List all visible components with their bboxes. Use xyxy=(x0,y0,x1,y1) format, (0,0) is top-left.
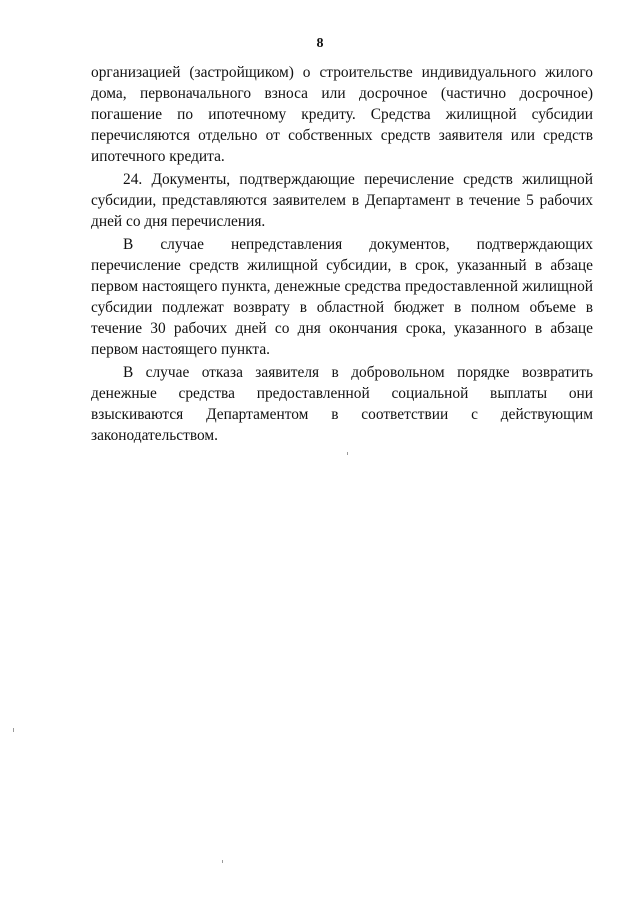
paragraph-item-24: 24. Документы, подтверждающие перечисление средств жилищной субсидии, представляются заявителем в Департамент в течение 5 рабочих дней со дня перечисления. xyxy=(91,171,593,230)
paragraph-continuation: организацией (застройщиком) о строительстве индивидуального жилого дома, первоначального взноса или досрочное (частично досрочное) погашение по ипотечному кредиту. Средства жилищной субсидии перечисляются отдельно от собственных средств заявителя или средств ипотечного кредита. xyxy=(91,64,593,165)
page-number: 8 xyxy=(316,36,324,51)
paragraph-non-submission: В случае непредставления документов, подтверждающих перечисление средств жилищной субсидии, в срок, указанный в абзаце первом настоящего пункта, денежные средства предоставленной жилищной субсидии подлежат возврату в областной бюджет в полном объеме в течение 30 рабочих дней со дня окончания срока, указанного в абзаце первом настоящего пункта. xyxy=(91,236,593,358)
scan-artifact xyxy=(347,452,348,455)
scan-artifact xyxy=(222,860,223,863)
paragraph-refusal: В случае отказа заявителя в добровольном порядке возвратить денежные средства предоставленной социальной выплаты они взыскиваются Департаментом в соответствии с действующим законодательством. xyxy=(91,364,593,444)
scan-artifact xyxy=(13,728,14,732)
document-body xyxy=(91,62,593,448)
